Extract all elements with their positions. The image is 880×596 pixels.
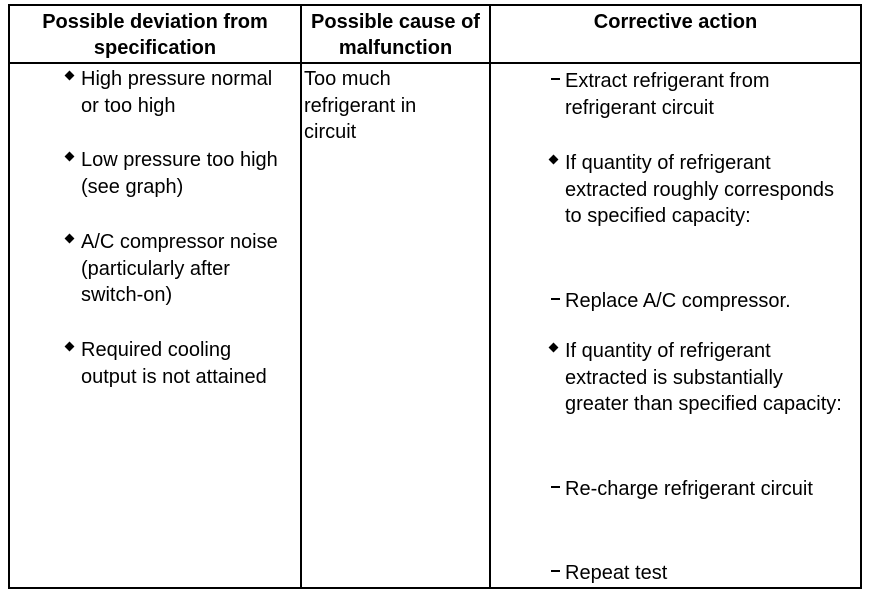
troubleshooting-table	[8, 4, 862, 589]
action-item: Replace A/C compressor.	[565, 290, 791, 312]
header-deviation: Possible deviation from specification	[42, 11, 268, 59]
bullet-diamond-icon	[65, 234, 75, 244]
bullet-dash-icon	[551, 298, 560, 300]
bullet-diamond-icon	[65, 152, 75, 162]
column-divider-2	[489, 6, 491, 587]
deviation-item: Required cooling output is not attained	[81, 339, 267, 388]
bullet-diamond-icon	[65, 71, 75, 81]
cause-text: Too much refrigerant in circuit	[304, 68, 417, 143]
action-item: Re-charge refrigerant circuit	[565, 478, 813, 500]
header-action: Corrective action	[593, 11, 758, 33]
column-divider-1	[300, 6, 302, 587]
action-item: If quantity of refrigerant extracted roughly corresponds to specified capacity:	[565, 152, 835, 227]
header-cause: Possible cause of malfunction	[311, 11, 480, 59]
bullet-diamond-icon	[65, 342, 75, 352]
bullet-diamond-icon	[549, 155, 559, 165]
bullet-dash-icon	[551, 570, 560, 572]
deviation-item: Low pressure too high (see graph)	[81, 149, 278, 198]
action-item: Repeat test	[565, 562, 668, 584]
deviation-item: High pressure normal or too high	[81, 68, 273, 117]
bullet-dash-icon	[551, 78, 560, 80]
bullet-diamond-icon	[549, 343, 559, 353]
deviation-item: A/C compressor noise (particularly after switch-on)	[81, 231, 278, 306]
action-item: If quantity of refrigerant extracted is substantially greater than specified capacity:	[565, 340, 842, 415]
bullet-dash-icon	[551, 486, 560, 488]
action-item: Extract refrigerant from refrigerant circuit	[565, 70, 770, 119]
